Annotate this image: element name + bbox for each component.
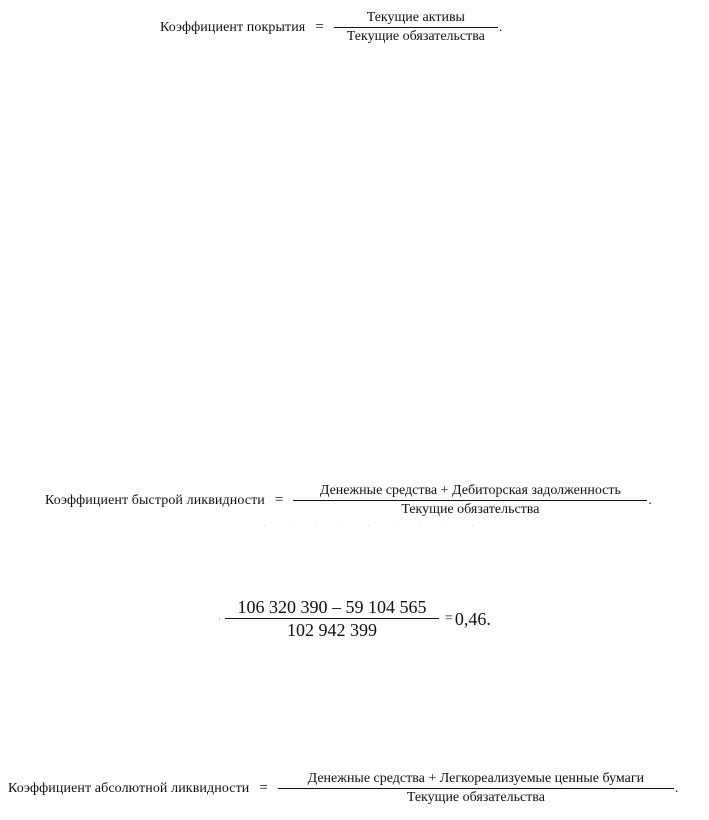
calculation-denominator: 102 942 399 <box>287 620 377 640</box>
coverage-ratio-equals-sign: = <box>315 19 324 35</box>
absolute-liquidity-ratio-label: Коэффициент абсолютной ликвидности <box>8 780 250 796</box>
coverage-ratio-formula <box>160 11 502 44</box>
absolute-liquidity-ratio-end-punctuation: . <box>674 781 679 796</box>
absolute-liquidity-ratio-denominator: Текущие обязательства <box>406 790 545 805</box>
quick-liquidity-ratio-equals-sign: = <box>274 492 284 508</box>
quick-liquidity-ratio-end-punctuation: . <box>648 493 652 508</box>
coverage-ratio-numerator: Текущие активы <box>366 10 465 25</box>
quick-liquidity-ratio-label: Коэффициент быстрой ликвидности <box>45 492 265 508</box>
calculation-equals-sign: = <box>445 610 453 626</box>
scan-artifact-line <box>264 525 478 526</box>
absolute-liquidity-ratio-equals-sign: = <box>259 780 268 796</box>
absolute-liquidity-ratio-formula <box>8 772 678 805</box>
coverage-ratio-denominator: Текущие обязательства <box>346 29 485 44</box>
coverage-ratio-end-punctuation: . <box>498 20 503 35</box>
scan-artifact-mark: · <box>218 614 221 624</box>
quick-liquidity-ratio-numerator: Денежные средства + Дебиторская задолженность <box>319 483 621 498</box>
coverage-ratio-label: Коэффициент покрытия <box>160 19 306 35</box>
absolute-liquidity-ratio-numerator: Денежные средства + Легкореализуемые ценные бумаги <box>307 771 645 786</box>
quick-liquidity-ratio-fraction <box>293 484 647 517</box>
absolute-liquidity-ratio-fraction <box>278 772 674 805</box>
quick-liquidity-ratio-denominator: Текущие обязательства <box>401 502 540 517</box>
quick-liquidity-ratio-formula <box>45 484 652 517</box>
quick-liquidity-calculation <box>218 598 491 639</box>
calculation-result: 0,46. <box>454 608 491 629</box>
calculation-fraction <box>225 598 439 639</box>
coverage-ratio-fraction <box>334 11 498 44</box>
calculation-numerator: 106 320 390 – 59 104 565 <box>237 597 427 617</box>
